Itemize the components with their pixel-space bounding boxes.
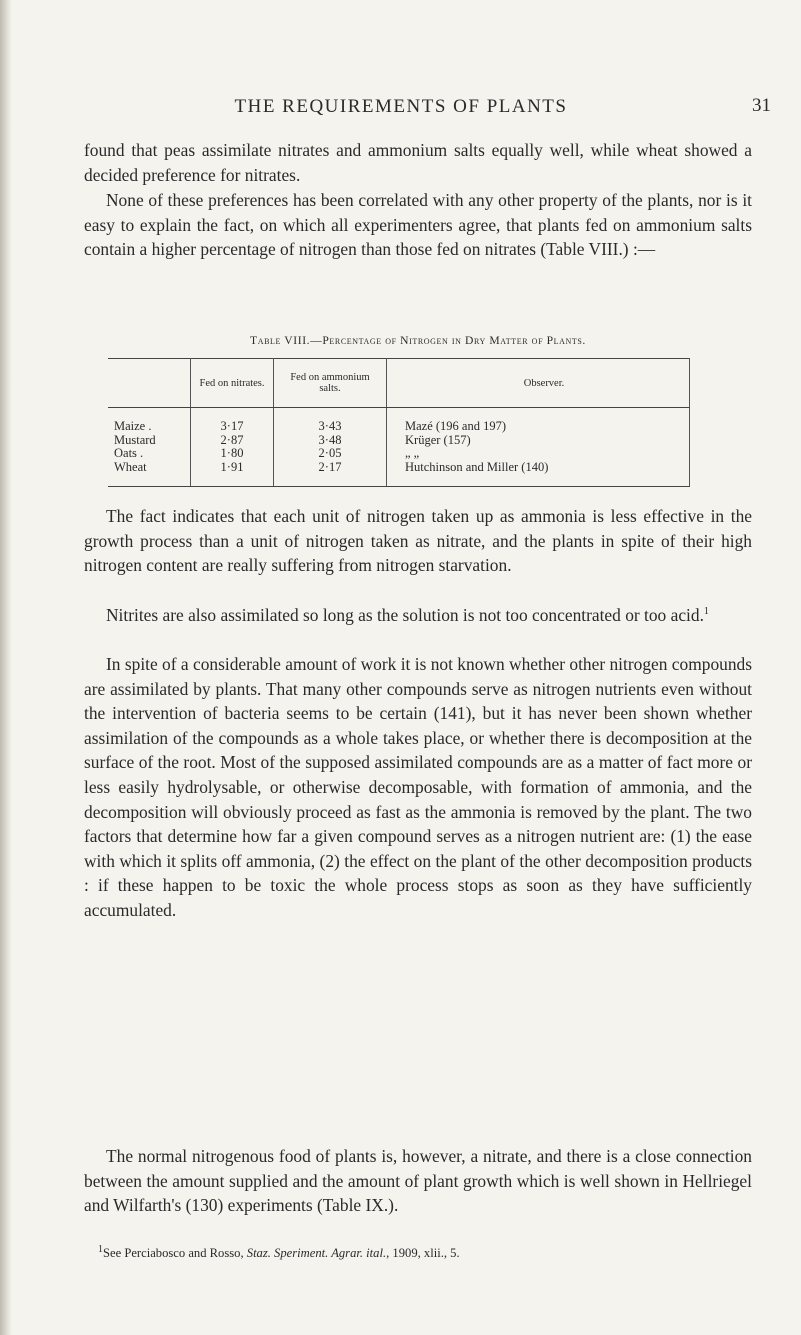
table-caption: Table VIII.—Percentage of Nitrogen in Dry Matter of Plants. <box>250 334 586 347</box>
table-row <box>108 461 690 487</box>
footnote-ref: 1 <box>703 606 709 618</box>
table-row <box>108 434 690 448</box>
footnote <box>98 1243 758 1261</box>
cell-plant: Mustard <box>108 434 191 448</box>
running-head: THE REQUIREMENTS OF PLANTS <box>234 96 568 117</box>
footnote-text-after: , 1909, xlii., 5. <box>386 1246 460 1260</box>
header-observer: Observer. <box>387 359 690 408</box>
paragraph-5: In spite of a considerable amount of work it is not known whether other nitrogen compounds are assimilated by plants. That many other compounds serve as nitrogen nutrients even without the intervention of bacteria seems to be certain (141), but it has never been shown whether assimilation of the compounds as a whole takes place, or whether there is decomposition at the surface of the root. Most of the supposed assimilated compounds are as a matter of fact more or less easily hydrolysable, or otherwise decomposable, with formation of ammonia, and the decomposition will obviously proceed as fast as the ammonia is removed by the plant. The two factors that determine how far a given compound serves as a nitrogen nutrient are: (1) the ease with which it splits off ammonia, (2) the effect on the plant of the other decomposition products : if these happen to be toxic the whole process stops as soon as they have sufficiently accumulated. <box>84 654 752 920</box>
cell-observer: Krüger (157) <box>387 434 690 448</box>
footnote-text-before: See Perciabosco and Rosso, <box>103 1246 247 1260</box>
table-row <box>108 447 690 461</box>
footnote-marker: 1 <box>98 1243 103 1255</box>
paragraph-4 <box>84 603 752 628</box>
cell-observer: Hutchinson and Miller (140) <box>387 461 690 487</box>
cell-nitrates: 3·17 <box>191 408 274 434</box>
paragraph-1: found that peas assimilate nitrates and ammonium salts equally well, while wheat showed a decided preference for nitrates. <box>84 140 752 185</box>
cell-ammonium: 3·43 <box>274 408 387 434</box>
header-fed-on-nitrates: Fed on nitrates. <box>191 359 274 408</box>
paragraph-6: The normal nitrogenous food of plants is, however, a nitrate, and there is a close connection between the amount supplied and the amount of plant growth which is well shown in Hellriegel and Wilfarth's (130) experiments (Table IX.). <box>84 1146 752 1216</box>
footnote-journal: Staz. Speriment. Agrar. ital. <box>246 1246 387 1260</box>
table-header-row <box>108 359 690 408</box>
cell-plant: Wheat <box>108 461 191 487</box>
cell-nitrates: 1·80 <box>191 447 274 461</box>
cell-ammonium: 3·48 <box>274 434 387 448</box>
cell-nitrates: 1·91 <box>191 461 274 487</box>
page-number: 31 <box>752 95 771 116</box>
header-plant <box>108 359 191 408</box>
cell-observer: „ „ <box>387 447 690 461</box>
paragraph-2: None of these preferences has been correlated with any other property of the plants, nor is it easy to explain the fact, on which all experimenters agree, that plants fed on ammonium salts contain a higher percentage of nitrogen than those fed on nitrates (Table VIII.) :— <box>84 190 752 260</box>
header-fed-on-ammonium: Fed on ammonium salts. <box>274 359 387 408</box>
paragraph-4-text: Nitrites are also assimilated so long as the solution is not too concentrated or too acid. <box>106 605 704 625</box>
cell-observer: Mazé (196 and 197) <box>387 408 690 434</box>
cell-plant: Maize . <box>108 408 191 434</box>
cell-ammonium: 2·05 <box>274 447 387 461</box>
cell-plant: Oats . <box>108 447 191 461</box>
cell-ammonium: 2·17 <box>274 461 387 487</box>
table-row <box>108 408 690 434</box>
cell-nitrates: 2·87 <box>191 434 274 448</box>
paragraph-3: The fact indicates that each unit of nitrogen taken up as ammonia is less effective in the growth process than a unit of nitrogen taken as nitrate, and the plants in spite of their high nitrogen content are really suffering from nitrogen starvation. <box>84 506 752 576</box>
nitrogen-percentage-table <box>108 358 690 487</box>
